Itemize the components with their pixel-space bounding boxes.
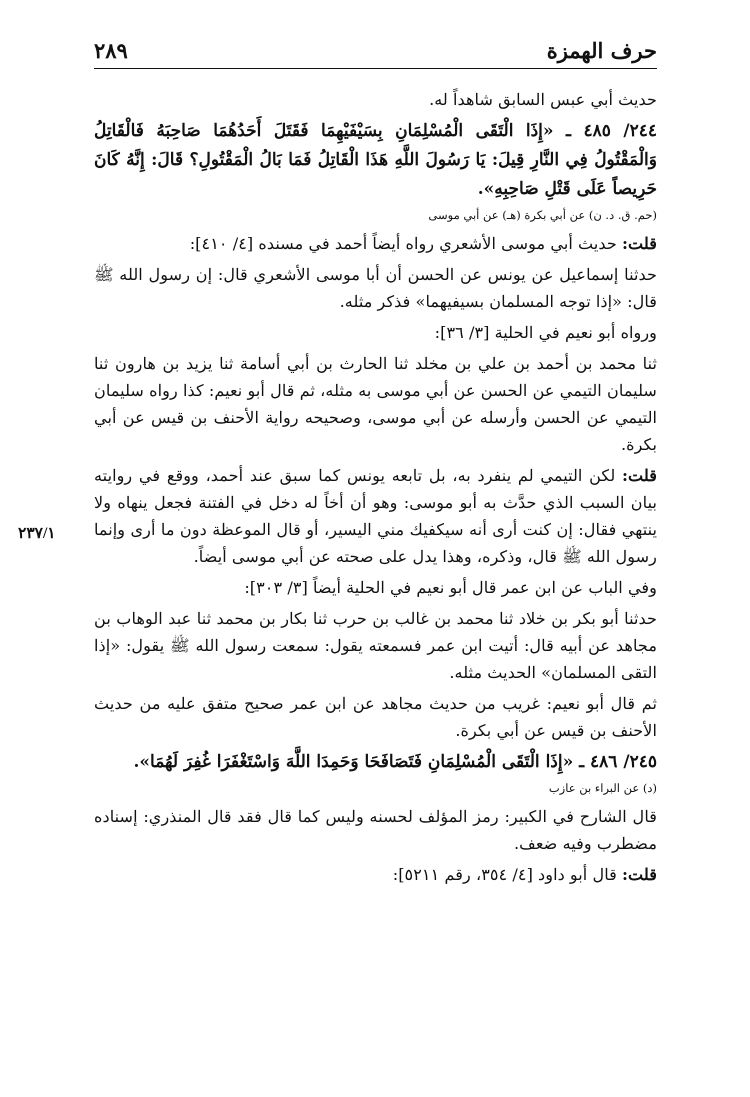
qult-label: قلت:	[622, 234, 657, 253]
hadith-text: ٢٤٥/ ٤٨٦ ـ «إِذَا الْتَقَى الْمُسْلِمَانِ فَتَصَافَحَا وَحَمِدَا اللَّهَ وَاسْتَغْفَرَا غُفِرَ لَهُمَا».	[133, 752, 657, 772]
source-attribution: (حم. ق. د. ن) عن أبي بكرة (هـ) عن أبي موسى	[428, 208, 657, 222]
paragraph: قلت: حديث أبي موسى الأشعري رواه أيضاً أحمد في مسنده [٤/ ٤١٠]:	[189, 234, 657, 253]
paragraph: قلت: لكن التيمي لم ينفرد به، بل تابعه يونس كما سبق عند أحمد، ووقع في روايته بيان السبب الذي حدَّث به أبو موسى: وهو أن أخاً له دخل في الفتنة فجعل ينهاه ولا ينتهي فقال: إن كنت أرى أنه سيكفيك مني اليسير، أو قال الموعظة دون ما أرى وإنما رسول الله ﷺ قال، وذكره، وهذا يدل على صحته عن أبي موسى أيضاً.	[94, 466, 657, 566]
qult-label: قلت:	[622, 466, 657, 485]
paragraph: ورواه أبو نعيم في الحلية [٣/ ٣٦]:	[434, 323, 657, 342]
paragraph: حدثنا أبو بكر بن خلاد ثنا محمد بن غالب بن حرب ثنا بكار بن محمد ثنا عبد الوهاب بن مجاهد عن أبيه قال: أتيت ابن عمر فسمعته يقول: سمعت رسول الله ﷺ يقول: «إذا التقى المسلمان» الحديث مثله.	[94, 609, 657, 682]
qult-label: قلت:	[622, 865, 657, 884]
chapter-title: حرف الهمزة	[546, 38, 657, 63]
hadith-text: ٢٤٤/ ٤٨٥ ـ «إِذَا الْتَقَى الْمُسْلِمَانِ بِسَيْفَيْهِمَا فَقَتَلَ أَحَدُهُمَا صَاحِبَهُ فَالْقَاتِلُ وَالْمَقْتُولُ فِي النَّارِ قِيلَ: يَا رَسُولَ اللَّهِ هَذَا الْقَاتِلُ فَمَا بَالُ الْمَقْتُولِ؟ قَالَ: إِنَّهُ كَانَ حَرِيصاً عَلَى قَتْلِ صَاحِبِهِ».	[94, 121, 657, 199]
paragraph: ثم قال أبو نعيم: غريب من حديث مجاهد عن ابن عمر صحيح متفق عليه من حديث الأحنف بن قيس عن أبي بكرة.	[94, 694, 657, 740]
header-rule	[94, 68, 657, 69]
margin-reference: ٢٣٧/١	[18, 525, 56, 542]
paragraph: قال الشارح في الكبير: رمز المؤلف لحسنه وليس كما قال فقد قال المنذري: إسناده مضطرب وفيه ضعف.	[94, 807, 657, 853]
paragraph: حدثنا إسماعيل عن يونس عن الحسن أن أبا موسى الأشعري قال: إن رسول الله ﷺ قال: «إذا توجه المسلمان بسيفيهما» فذكر مثله.	[94, 265, 657, 311]
page-header	[94, 32, 657, 68]
page-number: ٢٨٩	[94, 38, 128, 63]
paragraph: حديث أبي عبس السابق شاهداً له.	[429, 90, 657, 109]
paragraph: وفي الباب عن ابن عمر قال أبو نعيم في الحلية أيضاً [٣/ ٣٠٣]:	[244, 578, 657, 597]
paragraph: ثنا محمد بن أحمد بن علي بن مخلد ثنا الحارث بن أبي أسامة ثنا يزيد بن هارون ثنا سليمان التيمي عن الحسن عن أبي موسى به مثله، ثم قال أبو نعيم: كذا رواه سليمان التيمي عن الحسن وأرسله عن أبي موسى، وصحيحه رواية الأحنف بن قيس عن أبي بكرة.	[94, 354, 657, 454]
source-attribution: (د) عن البراء بن عازب	[548, 781, 657, 795]
paragraph: قلت: قال أبو داود [٤/ ٣٥٤، رقم ٥٢١١]:	[392, 865, 657, 884]
page-body	[94, 86, 657, 892]
